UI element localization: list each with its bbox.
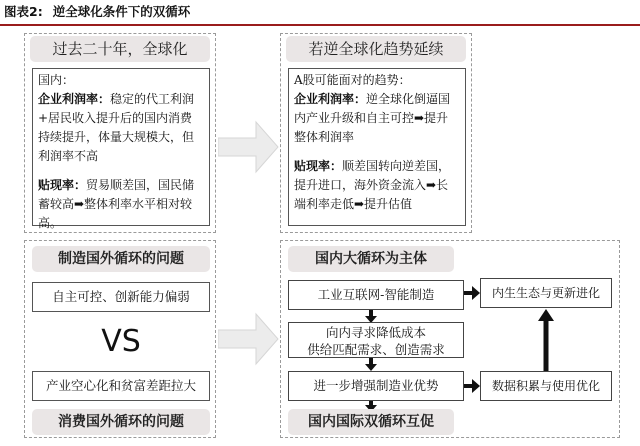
top-left-profit-text: 稳定的代工利润+居民收入提升后的国内消费持续提升，体量大规模大，但利润率不高	[38, 92, 195, 163]
top-right-discount-label: 贴现率：	[294, 159, 343, 173]
top-right-content	[288, 68, 466, 226]
bottom-right-title: 国内大循环为主体	[288, 246, 454, 272]
top-left-discount-label: 贴现率：	[38, 178, 87, 192]
top-left-intro: 国内：	[38, 73, 75, 87]
vs-label: VS	[101, 324, 141, 359]
top-right-discount-text: 顺差国转向逆差国，提升进口，海外资金流入➡长端利率走低➡提升估值	[294, 159, 451, 211]
top-right-profit-text: 逆全球化倒逼国内产业升级和自主可控➡提升整体利润率	[294, 92, 451, 144]
flow-step-demand-line: 供给匹配需求、创造需求	[307, 342, 445, 357]
top-right-profit-label: 企业利润率：	[294, 92, 367, 106]
figure-title: 逆全球化条件下的双循环	[52, 4, 191, 19]
bottom-left-bottom-item: 产业空心化和贫富差距拉大	[32, 371, 210, 401]
figure-header	[0, 0, 640, 26]
side-box-data: 数据积累与使用优化	[480, 371, 612, 401]
right-arrow-icon	[218, 310, 280, 368]
bottom-left-top-item: 自主可控、创新能力偏弱	[32, 282, 210, 312]
figure-number: 图表2:	[4, 4, 43, 19]
flow-step-cost-demand	[288, 322, 464, 358]
top-right-profit-para	[294, 90, 460, 147]
side-box-ecosystem: 内生生态与更新进化	[480, 278, 612, 308]
top-right-intro: A股可能面对的趋势：	[294, 73, 411, 87]
top-left-profit-para	[38, 90, 204, 166]
right-arrow-icon	[464, 379, 481, 393]
bottom-left-top-title: 制造国外循环的问题	[32, 246, 210, 272]
top-right-discount-para	[294, 157, 460, 214]
bottom-left-bottom-title: 消费国外循环的问题	[32, 409, 210, 435]
top-left-content	[32, 68, 210, 230]
up-arrow-icon	[538, 309, 554, 371]
top-left-profit-label: 企业利润率：	[38, 92, 111, 106]
flow-step-manufacturing-advantage: 进一步增强制造业优势	[288, 371, 464, 401]
right-arrow-icon	[464, 286, 481, 300]
flow-step-industrial-internet: 工业互联网-智能制造	[288, 280, 464, 310]
right-arrow-icon	[218, 118, 280, 176]
down-arrow-icon	[364, 358, 378, 372]
top-right-title: 若逆全球化趋势延续	[286, 36, 466, 62]
top-left-discount-para	[38, 176, 204, 233]
bottom-right-bottom-title: 国内国际双循环互促	[288, 409, 454, 435]
top-left-discount-text: 贸易顺差国，国民储蓄较高➡整体利率水平相对较高。	[38, 178, 195, 230]
top-left-title: 过去二十年，全球化	[30, 36, 210, 62]
flow-step-cost-line: 向内寻求降低成本	[325, 325, 426, 340]
